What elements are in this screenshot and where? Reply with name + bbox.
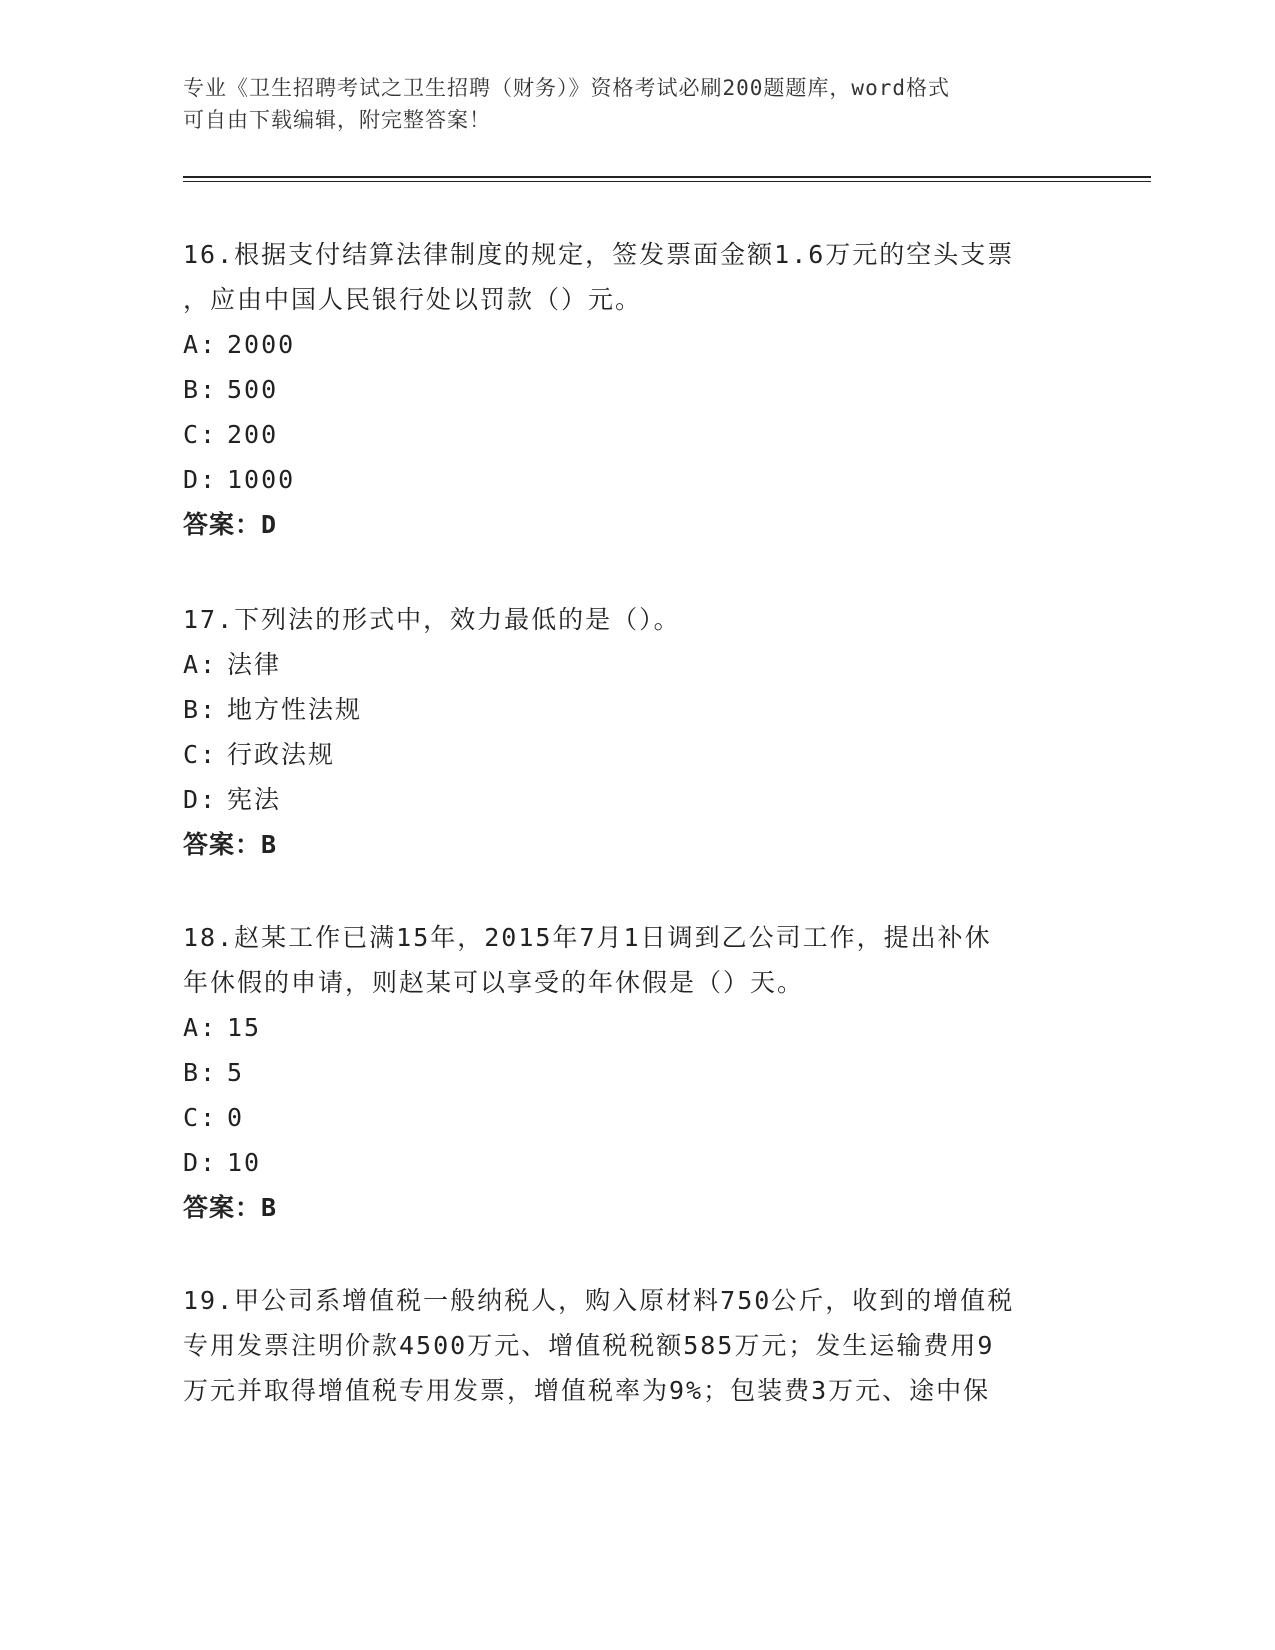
question-19	[183, 1278, 1063, 1413]
option-text: 法律	[227, 650, 282, 679]
question-text-line: ，应由中国人民银行处以罚款（）元。	[183, 285, 643, 314]
option-text: 10	[227, 1148, 262, 1177]
option-letter: B:	[183, 375, 218, 404]
question-text-line: 17.下列法的形式中，效力最低的是（）。	[183, 605, 681, 634]
option-letter: B:	[183, 695, 218, 724]
option-letter: A:	[183, 330, 218, 359]
question-text-line: 万元并取得增值税专用发票，增值税率为9%；包装费3万元、途中保	[183, 1376, 991, 1405]
header-line-2: 可自由下载编辑，附完整答案！	[183, 108, 491, 132]
question-text	[183, 597, 1063, 642]
option-text: 5	[227, 1058, 245, 1087]
option-text: 地方性法规	[227, 695, 363, 724]
header-line-1: 专业《卫生招聘考试之卫生招聘（财务）》资格考试必刷200题题库，word格式	[183, 76, 950, 100]
option-text: 15	[227, 1013, 262, 1042]
option-b	[183, 367, 1063, 412]
option-text: 2000	[227, 330, 296, 359]
option-d	[183, 777, 1063, 822]
option-letter: C:	[183, 1103, 218, 1132]
option-a	[183, 322, 1063, 367]
question-text	[183, 915, 1063, 1005]
option-b	[183, 1050, 1063, 1095]
option-d	[183, 457, 1063, 502]
document-header	[183, 72, 1053, 136]
question-17	[183, 597, 1063, 867]
option-letter: B:	[183, 1058, 218, 1087]
option-text: 0	[227, 1103, 245, 1132]
question-text-line: 19.甲公司系增值税一般纳税人，购入原材料750公斤，收到的增值税	[183, 1286, 1015, 1315]
option-letter: D:	[183, 785, 218, 814]
option-letter: D:	[183, 1148, 218, 1177]
answer-line: 答案：B	[183, 830, 278, 859]
option-d	[183, 1140, 1063, 1185]
option-c	[183, 412, 1063, 457]
option-letter: D:	[183, 465, 218, 494]
header-divider	[183, 176, 1151, 178]
option-letter: C:	[183, 420, 218, 449]
option-a	[183, 642, 1063, 687]
question-text-line: 18.赵某工作已满15年，2015年7月1日调到乙公司工作，提出补休	[183, 923, 992, 952]
option-letter: A:	[183, 650, 218, 679]
answer-line: 答案：D	[183, 510, 278, 539]
option-c	[183, 1095, 1063, 1140]
answer-line: 答案：B	[183, 1193, 278, 1222]
question-text-line: 年休假的申请，则赵某可以享受的年休假是（）天。	[183, 968, 805, 997]
option-text: 1000	[227, 465, 296, 494]
question-text-line: 专用发票注明价款4500万元、增值税税额585万元；发生运输费用9	[183, 1331, 995, 1360]
option-text: 行政法规	[227, 740, 336, 769]
option-text: 200	[227, 420, 279, 449]
option-text: 宪法	[227, 785, 282, 814]
header-divider-thin	[183, 181, 1151, 182]
question-text	[183, 1278, 1063, 1413]
option-letter: C:	[183, 740, 218, 769]
option-letter: A:	[183, 1013, 218, 1042]
question-16	[183, 232, 1063, 547]
question-text	[183, 232, 1063, 322]
option-b	[183, 687, 1063, 732]
option-text: 500	[227, 375, 279, 404]
question-18	[183, 915, 1063, 1230]
option-c	[183, 732, 1063, 777]
question-text-line: 16.根据支付结算法律制度的规定，签发票面金额1.6万元的空头支票	[183, 240, 1015, 269]
option-a	[183, 1005, 1063, 1050]
